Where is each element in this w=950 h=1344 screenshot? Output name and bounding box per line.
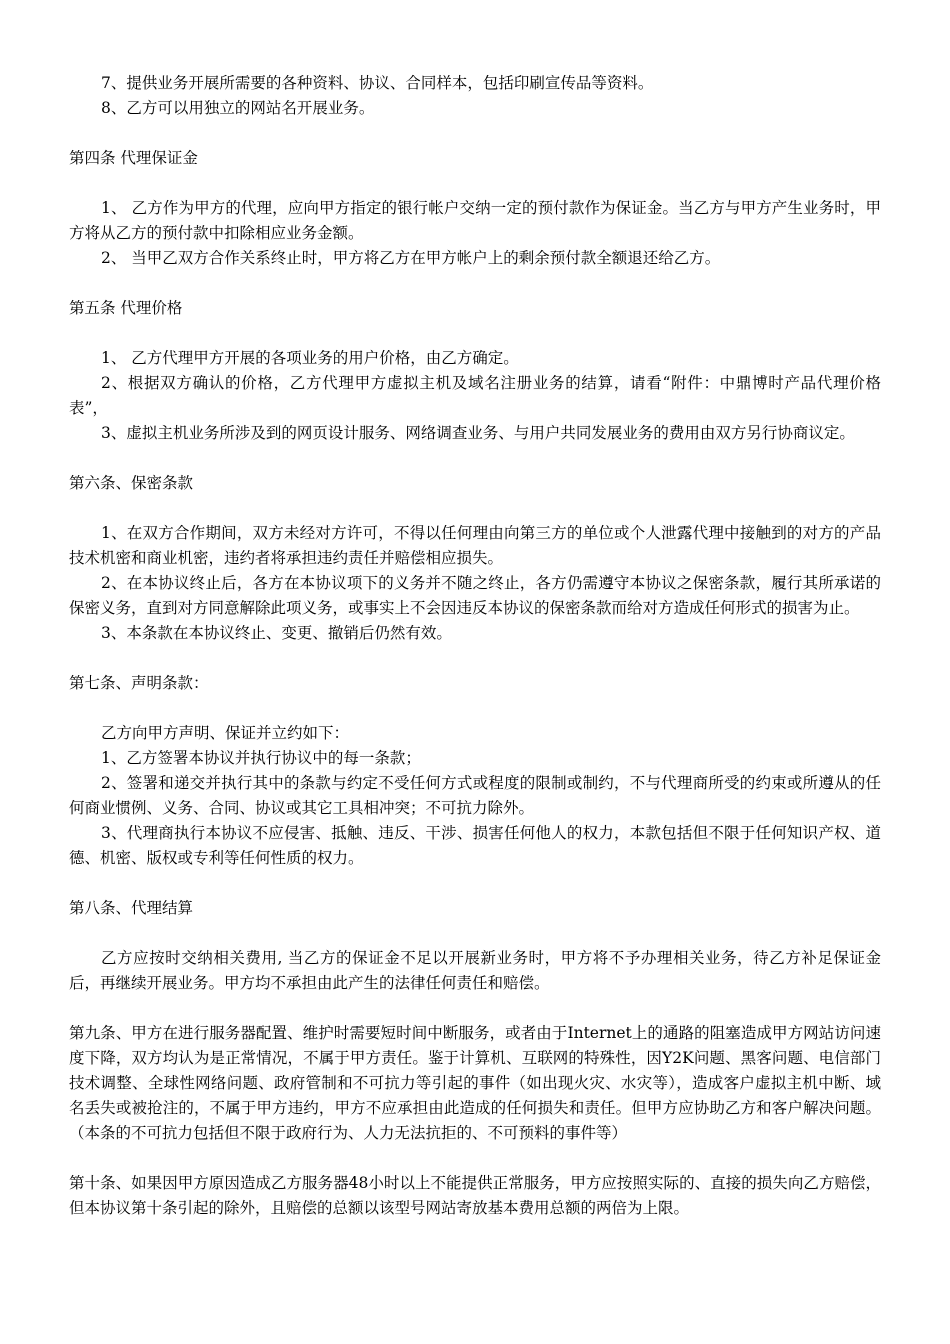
article-8-text: 乙方应按时交纳相关费用, 当乙方的保证金不足以开展新业务时，甲方将不予办理相关业务，待乙方补足保证金后，再继续开展业务。甲方均不承担由此产生的法律任何责任和赔偿。 [69, 949, 881, 992]
intro-item-7: 7、提供业务开展所需要的各种资料、协议、合同样本，包括印刷宣传品等资料。 [101, 74, 654, 92]
article-4-item-1: 1、 乙方作为甲方的代理，应向甲方指定的银行帐户交纳一定的预付款作为保证金。当乙方与甲方产生业务时，甲方将从乙方的预付款中扣除相应业务金额。 [69, 199, 881, 242]
article-8-heading: 第八条、代理结算 [69, 899, 194, 917]
article-4-heading: 第四条 代理保证金 [69, 149, 198, 167]
article-6-item-1: 1、在双方合作期间，双方未经对方许可，不得以任何理由向第三方的单位或个人泄露代理中接触到的对方的产品技术机密和商业机密，违约者将承担违约责任并赔偿相应损失。 [69, 524, 881, 567]
article-7-intro: 乙方向甲方声明、保证并立约如下： [101, 724, 350, 742]
article-5-item-2: 2、根据双方确认的价格，乙方代理甲方虚拟主机及域名注册业务的结算，请看“附件：中鼎博时产品代理价格表”， [69, 374, 881, 417]
article-7-item-3: 3、代理商执行本协议不应侵害、抵触、违反、干涉、损害任何他人的权力，本款包括但不限于任何知识产权、道德、机密、版权或专利等任何性质的权力。 [69, 824, 881, 867]
article-6-heading: 第六条、保密条款 [69, 474, 194, 492]
document-body [69, 71, 881, 1221]
intro-item-8: 8、乙方可以用独立的网站名开展业务。 [101, 99, 375, 117]
article-5-item-1: 1、 乙方代理甲方开展的各项业务的用户价格，由乙方确定。 [101, 349, 519, 367]
article-6-item-2: 2、在本协议终止后，各方在本协议项下的义务并不随之终止，各方仍需遵守本协议之保密条款，履行其所承诺的保密义务，直到对方同意解除此项义务，或事实上不会因违反本协议的保密条款而给对方造成任何形式的损害为止。 [69, 574, 881, 617]
article-5-item-3: 3、虚拟主机业务所涉及到的网页设计服务、网络调查业务、与用户共同发展业务的费用由双方另行协商议定。 [101, 424, 855, 442]
article-10-text: 第十条、如果因甲方原因造成乙方服务器48小时以上不能提供正常服务，甲方应按照实际的、直接的损失向乙方赔偿，但本协议第十条引起的除外，且赔偿的总额以该型号网站寄放基本费用总额的两倍为上限。 [69, 1174, 881, 1217]
article-5-heading: 第五条 代理价格 [69, 299, 183, 317]
article-9-text: 第九条、甲方在进行服务器配置、维护时需要短时间中断服务，或者由于Internet上的通路的阻塞造成甲方网站访问速度下降，双方均认为是正常情况，不属于甲方责任。鉴于计算机、互联网的特殊性，因Y2K问题、黑客问题、电信部门技术调整、全球性网络问题、政府管制和不可抗力等引起的事件（如出现火灾、水灾等），造成客户虚拟主机中断、域名丢失或被抢注的，不属于甲方违约，甲方不应承担由此造成的任何损失和责任。但甲方应协助乙方和客户解决问题。（本条的不可抗力包括但不限于政府行为、人力无法抗拒的、不可预料的事件等） [69, 1024, 881, 1142]
article-6-item-3: 3、本条款在本协议终止、变更、撤销后仍然有效。 [101, 624, 452, 642]
article-4-item-2: 2、 当甲乙双方合作关系终止时，甲方将乙方在甲方帐户上的剩余预付款全额退还给乙方。 [101, 249, 721, 267]
article-7-heading: 第七条、声明条款： [69, 674, 209, 692]
article-7-item-2: 2、签署和递交并执行其中的条款与约定不受任何方式或程度的限制或制约，不与代理商所受的约束或所遵从的任何商业惯例、义务、合同、协议或其它工具相冲突；不可抗力除外。 [69, 774, 881, 817]
article-7-item-1: 1、乙方签署本协议并执行协议中的每一条款； [101, 749, 421, 767]
